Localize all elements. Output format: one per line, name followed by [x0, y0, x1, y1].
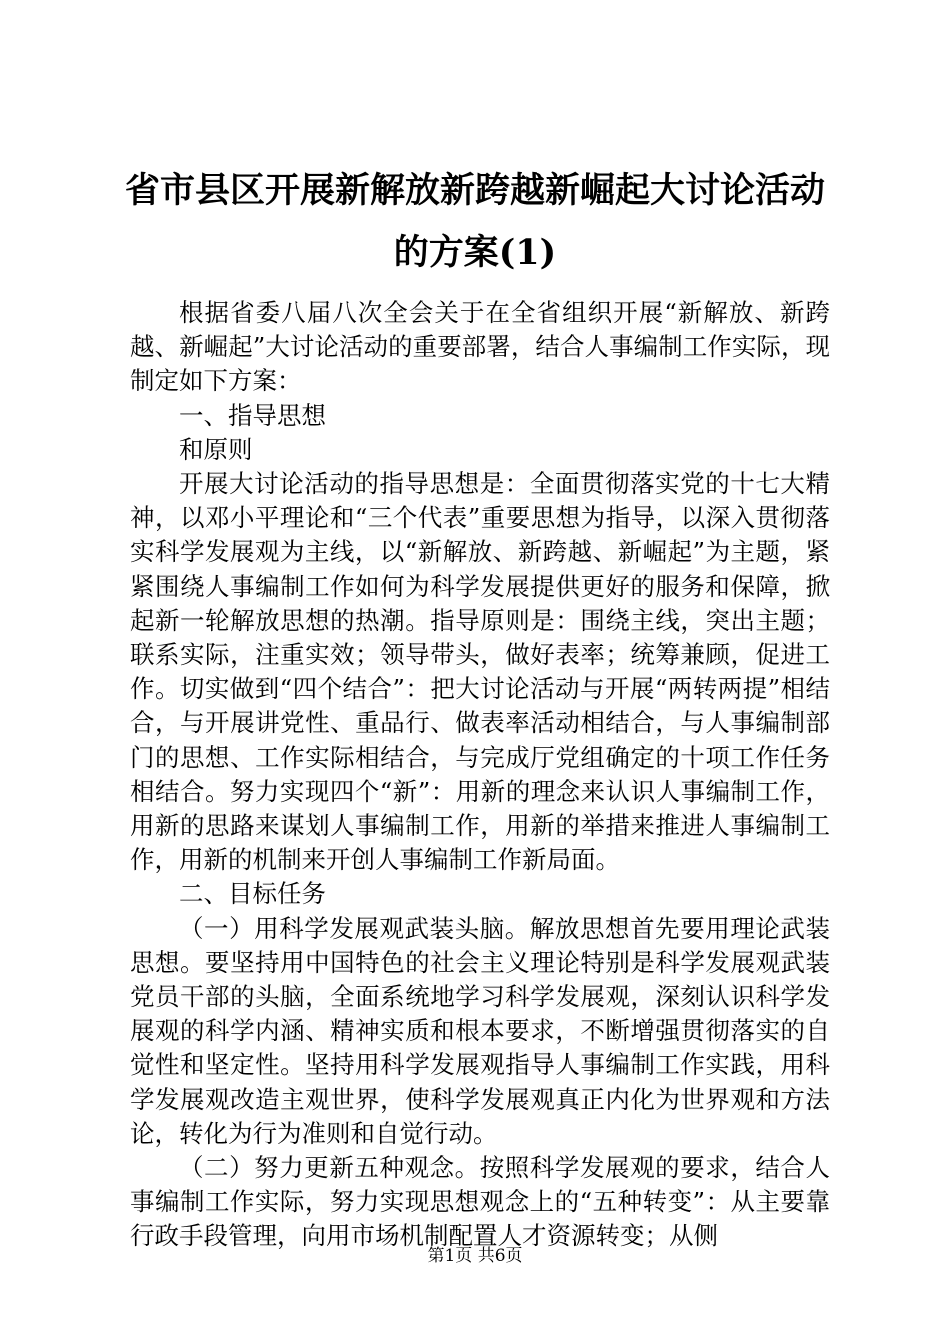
section-heading-guiding-thought: 一、指导思想 [179, 400, 326, 430]
section-heading-continuation: 和原则 [179, 434, 253, 464]
paragraph-goal-two: （二）努力更新五种观念。按照科学发展观的要求，结合人事编制工作实际，努力实现思想观念上的“五种转变”：从主要靠行政手段管理，向用市场机制配置人才资源转变；从侧 [130, 1153, 830, 1251]
section-heading-goals: 二、目标任务 [179, 879, 326, 909]
paragraph-goal-one: （一）用科学发展观武装头脑。解放思想首先要用理论武装思想。要坚持用中国特色的社会主义理论特别是科学发展观武装党员干部的头脑，全面系统地学习科学发展观，深刻认识科学发展观的科学内涵、精神实质和根本要求，不断增强贯彻落实的自觉性和坚定性。坚持用科学发展观指导人事编制工作实践，用科学发展观改造主观世界，使科学发展观真正内化为世界观和方法论，转化为行为准则和自觉行动。 [130, 913, 830, 1148]
document-body [130, 296, 830, 1254]
paragraph-guiding-thought: 开展大讨论活动的指导思想是：全面贯彻落实党的十七大精神，以邓小平理论和“三个代表”重要思想为指导，以深入贯彻落实科学发展观为主线，以“新解放、新跨越、新崛起”为主题，紧紧围绕人事编制工作如何为科学发展提供更好的服务和保障，掀起新一轮解放思想的热潮。指导原则是：围绕主线，突出主题；联系实际，注重实效；领导带头，做好表率；统筹兼顾，促进工作。切实做到“四个结合”：把大讨论活动与开展“两转两提”相结合，与开展讲党性、重品行、做表率活动相结合，与人事编制部门的思想、工作实际相结合，与完成厅党组确定的十项工作任务相结合。努力实现四个“新”：用新的理念来认识人事编制工作，用新的思路来谋划人事编制工作，用新的举措来推进人事编制工作，用新的机制来开创人事编制工作新局面。 [130, 469, 830, 875]
paragraph-intro: 根据省委八届八次全会关于在全省组织开展“新解放、新跨越、新崛起”大讨论活动的重要部署，结合人事编制工作实际，现制定如下方案： [130, 298, 830, 396]
page-number: 第1页 共6页 [427, 1246, 523, 1266]
document-title: 省市县区开展新解放新跨越新崛起大讨论活动的方案(1) [124, 170, 825, 273]
